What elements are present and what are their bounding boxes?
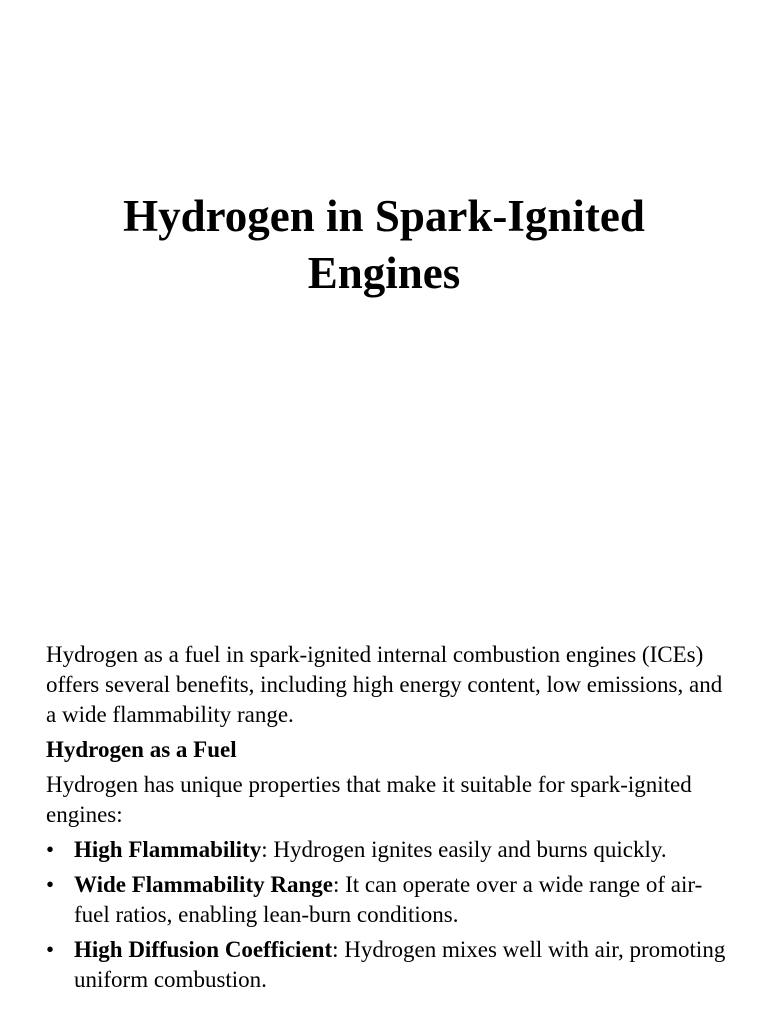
bullet-icon: • — [46, 837, 55, 862]
slide-title: Hydrogen in Spark-Ignited Engines — [123, 191, 645, 298]
intro-paragraph: Hydrogen as a fuel in spark-ignited internal combustion engines (ICEs) offers several benefits, including high energy content, low emissions, and a wide flammability range. — [46, 642, 723, 727]
section-paragraph: Hydrogen has unique properties that make it suitable for spark-ignited engines: — [46, 772, 692, 827]
list-item — [46, 870, 726, 930]
list-item-text: : Hydrogen mixes well with air, promoting uniform combustion. — [74, 937, 726, 992]
list-item-term: Wide Flammability Range — [74, 872, 333, 897]
bullet-icon: • — [46, 872, 55, 897]
list-item-term: High Diffusion Coefficient — [74, 937, 333, 962]
list-item-text: : Hydrogen ignites easily and burns quickly. — [261, 837, 667, 862]
property-list — [46, 835, 726, 995]
section-heading: Hydrogen as a Fuel — [46, 737, 237, 762]
list-item — [46, 935, 726, 995]
list-item — [46, 835, 726, 865]
list-item-text: : It can operate over a wide range of air-fuel ratios, enabling lean-burn conditions. — [74, 872, 703, 927]
bullet-icon: • — [46, 937, 55, 962]
list-item-term: High Flammability — [74, 837, 262, 862]
slide-body — [46, 640, 726, 1000]
